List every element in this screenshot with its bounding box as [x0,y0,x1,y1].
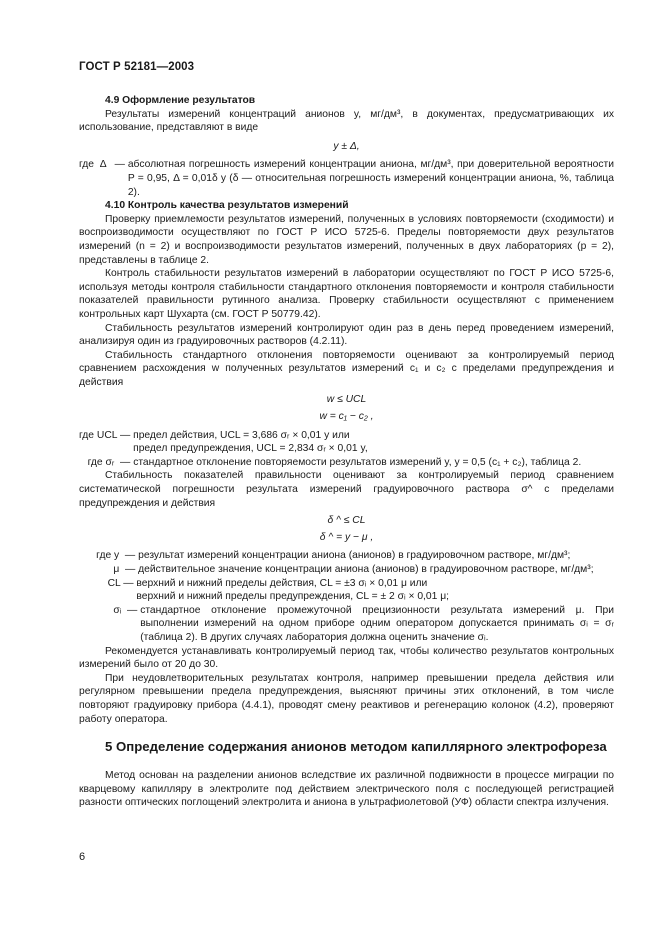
where-text: результат измерений концентрации аниона (анионов) в градуировочном растворе, мг/дм³; [138,550,571,562]
where-text [133,429,614,456]
where-label: μ — [79,564,139,575]
paragraph: При неудовлетворительных результатах контроля, например превышении предела действия или регулярном превышении предела предупреждения, выясняют причины этих отклонений, в том числе повторяют градуировку прибора (4.4.1), проводят смену реактивов и регенерацию колонок (4.2), проверяют работу оператора. [79,672,614,725]
paragraph: Рекомендуется устанавливать контролируемый период так, чтобы количество результатов контрольных измерений было от 20 до 30. [79,645,614,671]
where-text: стандартное отклонение повторяемости результатов измерений y, y = 0,5 (c₁ + c₂), таблица 2. [133,456,582,468]
where-line: предел предупреждения, UCL = 2,834 σᵣ × 0,01 y, [133,443,368,455]
paragraph: Метод основан на разделении анионов вследствие их различной подвижности в процессе миграции по кварцевому капилляру в электролите под действием электрического поля с последующей регистрацией разности оптических поглощений электролита и аниона в ультрафиолетовой (УФ) области спектра излучения. [79,770,614,809]
formula: δ ^ ≤ CL [327,515,366,527]
where-text: абсолютная погрешность измерений концентрации аниона, мг/дм³, при доверительной вероятности P = 0,95, Δ = 0,01δ y (δ — относительная погрешность измерений концентрации аниона, %, таблица 2). [127,159,614,198]
where-line: предел действия, UCL = 3,686 σᵣ × 0,01 y или [133,429,350,441]
where-line: верхний и нижний пределы действия, CL = ±3 σᵢ × 0,01 μ или [136,577,428,589]
section-5-heading: 5 Определение содержания анионов методом капиллярного электрофореза [105,739,607,755]
formula: y ± Δ, [333,140,360,152]
formula: w = c₁ − c₂ , [319,411,374,423]
paragraph: Проверку приемлемости результатов измерений, полученных в условиях повторяемости (сходимости) и воспроизводимости осуществляют по ГОСТ Р ИСО 5725-6. Пределы повторяемости двух результатов измерений (n = 2) и воспроизводимости результатов измерений, полученных в двух лабораториях (p = 2), представлены в таблице 2. [79,213,614,266]
where-clause [79,563,614,577]
where-clause [79,577,614,604]
where-clause [79,604,614,645]
where-label: где σᵣ — [79,456,134,468]
document-body [79,94,614,810]
where-label: где y — [79,550,139,562]
where-line: верхний и нижний пределы предупреждения, CL = ± 2 σᵢ × 0,01 μ; [136,591,450,603]
paragraph: Стабильность результатов измерений контролируют один раз в день перед проведением измерений, анализируя один из градуировочных растворов (4.2.11). [79,322,614,348]
where-label: где Δ — [79,159,128,171]
section-4-10-heading: 4.10 Контроль качества результатов измерений [105,200,349,212]
section-4-9-heading: 4.9 Оформление результатов [105,95,256,106]
where-clause [79,549,614,563]
paragraph: Контроль стабильности результатов измерений в лаборатории осуществляют по ГОСТ Р ИСО 5725-6, используя методы контроля стабильности стандартного отклонения повторяемости и контроля стабильности показателей правильности рутинного анализа. Проверку стабильности осуществляют с применением контрольных карт Шухарта (см. ГОСТ Р 50779.42). [79,268,614,320]
where-text: стандартное отклонение промежуточной прецизионности результата измерений μ. При выполнении измерений на одном приборе одним оператором допускается принимать σᵢ = σᵣ (таблица 2). В других случаях лаборатория должна оценить значение σᵢ. [140,604,614,643]
where-label: где UCL — [79,429,134,441]
formula: w ≤ UCL [326,394,367,406]
where-label: CL — [79,577,137,589]
where-clause [79,456,614,470]
document-header: ГОСТ Р 52181—2003 [79,61,195,73]
where-text: действительное значение концентрации аниона (анионов) в градуировочном растворе, мг/дм³; [138,564,594,575]
paragraph: Стабильность показателей правильности оценивают за контролируемый период сравнением систематической погрешности результата измерений градуировочного раствора σ^ с пределами предупреждения и действия [79,470,614,509]
paragraph: Стабильность стандартного отклонения повторяемости оценивают за контролируемый период сравнением расхождения w полученных результатов измерений c₁ и c₂ с пределами предупреждения и действия [79,349,614,388]
where-clause [79,158,614,199]
paragraph: Результаты измерений концентраций анионов y, мг/дм³, в документах, предусматривающих их использование, представляют в виде [79,108,614,134]
page-number: 6 [79,851,86,863]
where-label: σᵢ — [79,604,141,616]
where-text [136,577,614,604]
where-clause [79,429,614,456]
formula: δ ^ = y − μ , [319,531,374,543]
